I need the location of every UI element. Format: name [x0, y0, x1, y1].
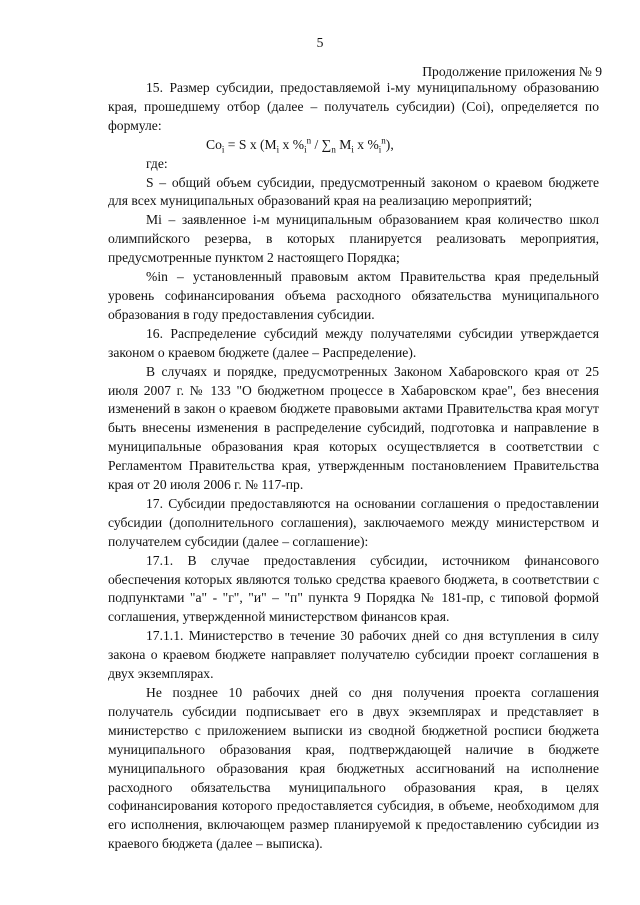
formula-part: / ∑: [311, 136, 332, 152]
paragraph-where: где:: [146, 155, 168, 171]
paragraph-17-1-1: 17.1.1. Министерство в течение 30 рабочих дней со дня вступления в силу закона о краевом бюджете направляет получателю субсидии проект соглашения в двух экземплярах.: [108, 628, 599, 682]
paragraph-17: 17. Субсидии предоставляются на основании соглашения о предоставлении субсидии (дополнительного соглашения), заключаемого между министерством и получателем субсидии (далее – соглашение):: [108, 495, 599, 549]
formula-sub: i: [276, 144, 280, 155]
formula-sub: i: [221, 144, 225, 155]
formula-sup: n: [381, 135, 386, 146]
formula-part: x %: [279, 136, 305, 152]
subsidy-formula: [108, 136, 599, 155]
formula-sup: n: [306, 135, 312, 146]
formula-sub: n: [331, 144, 336, 155]
formula-part: = S x (M: [224, 136, 277, 152]
page-number: 5: [316, 35, 324, 50]
formula-sub: i: [351, 144, 354, 155]
paragraph-percent-definition: %in – установленный правовым актом Правительства края предельный уровень софинансирования объема расходного обязательства муниципального образования в году предоставления субсидии.: [108, 269, 599, 322]
paragraph-16-amendments: В случаях и порядке, предусмотренных Законом Хабаровского края от 25 июля 2007 г. № 133 "О бюджетном процессе в Хабаровском крае", без внесения изменений в закон о краевом бюджете правовыми актами Правительства края могут быть внесены изменения в распределение субсидий, подготовка и направление в муниципальные образования края которых осуществляется в соответствии с Регламентом Правительства края, утвержденным постановлением Правительства края от 20 июля 2006 г. № 117-пр.: [108, 363, 599, 493]
formula-co: Co: [206, 136, 222, 152]
paragraph-m-definition: Mi – заявленное i-м муниципальным образованием края количество школ олимпийского резерва, в которых планируется реализовать мероприятия, предусмотренные пунктом 2 настоящего Порядка;: [108, 212, 599, 266]
formula-part: x %: [353, 136, 379, 152]
paragraph-s-definition: S – общий объем субсидии, предусмотренный законом о краевом бюджете для всех муниципальных образований края на реализацию мероприятий;: [108, 174, 599, 209]
paragraph-15: 15. Размер субсидии, предоставляемой i-му муниципальному образованию края, прошедшему отбор (далее – получатель субсидии) (Coi), определяется по формуле:: [108, 80, 599, 133]
document-body: [108, 79, 599, 854]
formula-part: ),: [385, 136, 394, 152]
paragraph-signing: Не позднее 10 рабочих дней со дня получения проекта соглашения получатель субсидии подписывает его в двух экземплярах и представляет в министерство с приложением выписки из сводной бюджетной росписи бюджета муниципального образования края, подтверждающей наличие в бюджете муниципального образования края бюджетных ассигнований на исполнение расходного обязательства муниципального образования края, в целях софинансирования которого предоставляется субсидия, в объеме, необходимом для его исполнения, включающем размер планируемой к предоставлению субсидии из краевого бюджета (далее – выписка).: [108, 685, 599, 852]
continuation-label: Продолжение приложения № 9: [422, 64, 602, 79]
formula-sub: i: [304, 144, 307, 155]
paragraph-16: 16. Распределение субсидий между получателями субсидии утверждается законом о краевом бюджете (далее – Распределение).: [108, 325, 599, 360]
formula-part: M: [335, 136, 352, 152]
formula-sub: i: [378, 144, 382, 155]
paragraph-17-1: 17.1. В случае предоставления субсидии, источником финансового обеспечения которых являются только средства краевого бюджета, в соответствии с подпунктами "а" - "г", "и" – "п" пункта 9 Порядка № 181-пр, с типовой формой соглашения, утвержденной министерством финансов края.: [108, 552, 599, 625]
